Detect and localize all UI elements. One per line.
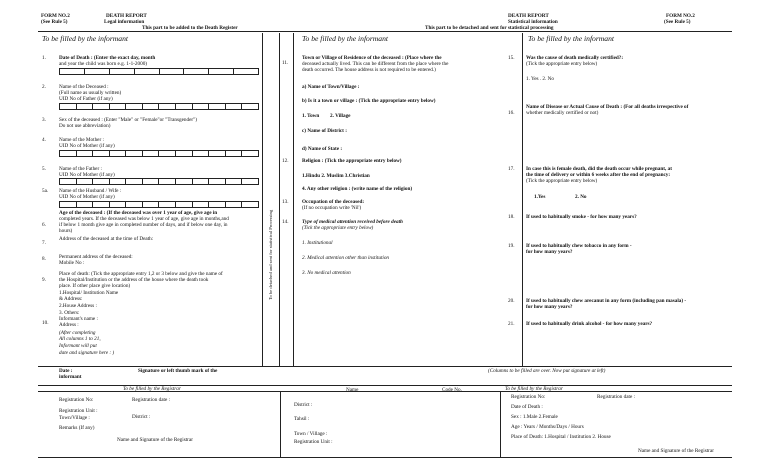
- divider-2: [279, 33, 280, 366]
- item-15-number: 15.: [508, 55, 515, 61]
- divider-5: [280, 391, 281, 457]
- registrar-sign-left: Name and Signature of the Registrar: [117, 437, 193, 443]
- other-religion-label: 4. Any other religion : (write name of the religion): [302, 186, 413, 192]
- option-no[interactable]: 2. No: [575, 194, 587, 200]
- part-note-right: This part to be detached and sent for statistical processing: [425, 25, 554, 31]
- date-label: Date :: [59, 368, 73, 374]
- divider-3: [293, 33, 294, 366]
- mid-code-header: Code No.: [442, 387, 462, 393]
- col1-title: To be filled by the informant: [42, 34, 128, 43]
- date-boxes[interactable]: [59, 68, 259, 75]
- option-institutional[interactable]: 1. Institutional: [302, 240, 333, 246]
- option-no-medical[interactable]: 3. No medical attention: [302, 270, 351, 276]
- religion-options[interactable]: 1.Hindu 2. Muslim 3.Christian: [302, 173, 370, 179]
- bottom-rule: [38, 457, 732, 458]
- certified-note: (Tick the appropriate entry below): [526, 61, 598, 67]
- item-11-number: 11.: [282, 60, 289, 66]
- registrar-title-right: To be filled by the Registrar: [505, 386, 563, 392]
- signature-label: Signature or left thumb mark of the: [138, 368, 218, 374]
- rule-left: (See Rule 5): [41, 19, 68, 25]
- town-village-label: a) Name of Town/Village :: [302, 84, 360, 90]
- alcohol-question: If used to habitually drink alcohol - for how many years?: [526, 321, 653, 327]
- col3-title: To be filled by the informant: [528, 34, 614, 43]
- item-14-number: 14.: [282, 219, 289, 225]
- place-right[interactable]: Place of Death: 1.Hospital / Institution 2. House: [511, 434, 611, 440]
- district-left[interactable]: District :: [132, 414, 151, 420]
- option-yes[interactable]: 1.Yes: [534, 194, 546, 200]
- rule-right: (See Rule 5): [664, 19, 691, 25]
- registrar-title-left: To be filled by the Registrar: [123, 386, 181, 392]
- option-medical-other[interactable]: 2. Medical attention other than institution: [302, 255, 390, 261]
- col2-title: To be filled by the informant: [302, 34, 388, 43]
- town-or-village-label: b) Is it a town or village : (Tick the appropriate entry below): [302, 98, 436, 104]
- part-note-left: This part to be added to the Death Register: [142, 25, 238, 31]
- option-village[interactable]: 2. Village: [330, 113, 351, 119]
- item-20-number: 20.: [508, 298, 515, 304]
- state-label: d) Name of State :: [302, 146, 343, 152]
- columns-over-note: (Columns to be filled are over. Now put signature at left): [488, 368, 606, 374]
- divider-1: [262, 33, 263, 366]
- mid-town[interactable]: Town / Village :: [294, 431, 328, 437]
- certified-label: Was the cause of death medically certified?:: [526, 55, 624, 61]
- reg-no-right[interactable]: Registration No:: [511, 394, 546, 400]
- item-12-number: 12.: [282, 158, 289, 164]
- reg-no-left[interactable]: Registration No:: [59, 397, 94, 403]
- occupation-note: (If no occupation write 'Nil'): [302, 205, 362, 211]
- district-label: c) Name of District :: [302, 128, 347, 134]
- item-17-number: 17.: [508, 166, 515, 172]
- detach-note: To be detached and sent for statistical Processing: [268, 209, 273, 300]
- town-village-left[interactable]: Town/Village :: [59, 415, 90, 421]
- item-16-number: 16.: [508, 110, 515, 116]
- mid-name-header: Name: [346, 387, 359, 393]
- item-13-number: 13.: [282, 199, 289, 205]
- registrar-sign-right: Name and Signature of the Registrar: [638, 448, 714, 454]
- item-19-number: 19.: [508, 243, 515, 249]
- uid-mother-boxes[interactable]: [59, 150, 259, 157]
- smoke-question: If used to habitually smoke - for how many years?: [526, 214, 637, 220]
- certified-options[interactable]: 1. Yes . 2. No: [526, 76, 554, 82]
- cause-label: Name of Disease or Actual Cause of Death : (For all deaths irrespective of: [526, 104, 689, 110]
- uid-father-boxes[interactable]: [59, 103, 259, 110]
- medical-attention-label: Type of medical attention received before death: [302, 219, 403, 225]
- arecanut-question: If used to habitually chew arecanut in any form (including pan masala) -: [526, 298, 687, 304]
- uid-spouse-boxes[interactable]: [59, 201, 259, 208]
- item-21-number: 21.: [508, 321, 515, 327]
- age-right[interactable]: Age : Years / Months/Days / Hours: [511, 424, 584, 430]
- divider-6: [500, 391, 501, 457]
- footer-rule-1: [38, 366, 732, 367]
- uid-father2-boxes[interactable]: [59, 178, 259, 185]
- divider-4: [522, 33, 523, 366]
- cause-note: whether medically certified or not): [526, 110, 599, 116]
- option-town[interactable]: 1. Town: [302, 113, 320, 119]
- legal-information: Legal information: [104, 19, 145, 25]
- reg-unit-left[interactable]: Registration Unit :: [59, 408, 98, 414]
- item-18-number: 18.: [508, 214, 515, 220]
- medical-attention-note: (Tick the appropriate entry below): [302, 225, 374, 231]
- death-date-right[interactable]: Date of Death :: [511, 404, 543, 410]
- reg-date-right[interactable]: Registration date :: [597, 394, 636, 400]
- mid-district[interactable]: District :: [294, 402, 313, 408]
- religion-label: Religion : (Tick the appropriate entry below): [302, 158, 402, 164]
- mid-reg-unit[interactable]: Registration Unit :: [294, 439, 333, 445]
- form-no-right: FORM NO.2: [666, 13, 695, 19]
- sex-right[interactable]: Sex : 1.Male 2.Female: [511, 414, 558, 420]
- informant-label: informant: [59, 374, 82, 380]
- remarks-left[interactable]: Remarks (If any): [59, 425, 95, 431]
- report-title-left: DEATH REPORT: [106, 13, 147, 19]
- reg-date-left[interactable]: Registration date :: [132, 397, 171, 403]
- report-title-right: DEATH REPORT: [508, 13, 549, 19]
- mid-tahsil[interactable]: Tahsil :: [294, 416, 310, 422]
- header-rule: [38, 31, 732, 32]
- arecanut-years: for how many years?: [526, 304, 573, 310]
- statistical-information: Statistical information: [508, 19, 558, 25]
- occupation-label: Occupation of the deceased:: [302, 199, 365, 205]
- form-no-left: FORM NO.2: [41, 13, 70, 19]
